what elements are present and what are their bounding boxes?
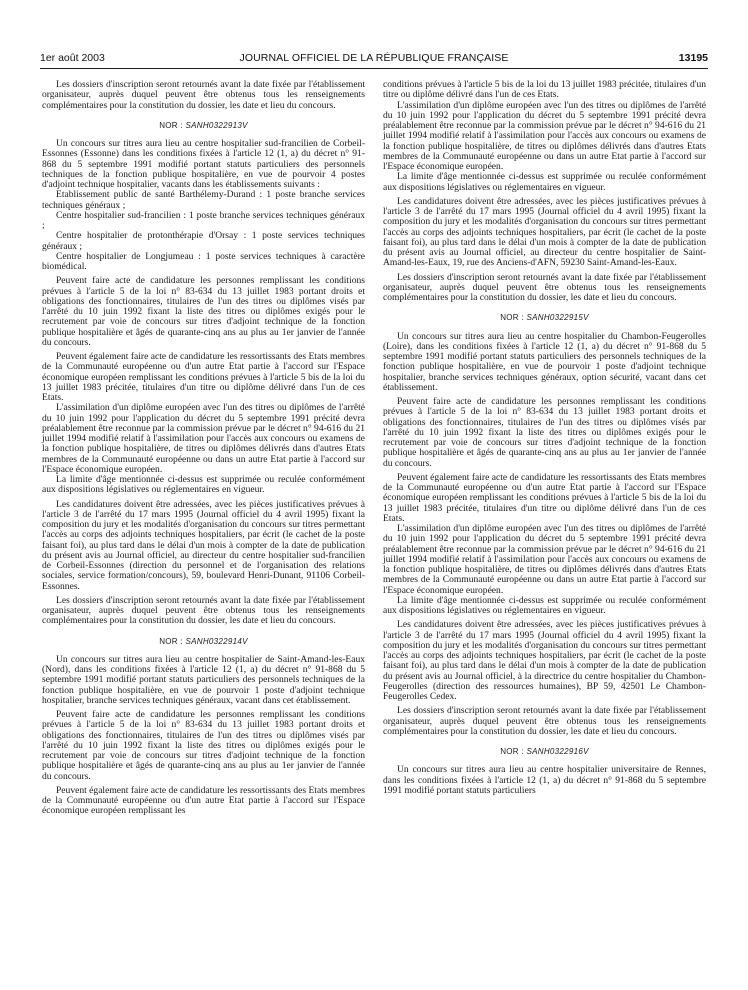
nor-reference	[42, 121, 365, 131]
paragraph: Peuvent également faire acte de candidature les ressortissants des Etats membres de la Communauté européenne ou d'un autre Etat partie à l'accord sur l'Espace économique européen remplissant les conditions prévues à l'article 5 bis de la loi du 13 juillet 1983 précitée, titulaires d'un titre ou diplôme délivré dans l'un de ces Etats.	[383, 471, 706, 524]
nor-label: NOR :	[159, 636, 183, 646]
nor-reference	[42, 637, 365, 647]
paragraph: Centre hospitalier sud-francilien : 1 poste branche services techniques généraux ;	[42, 209, 365, 231]
header-rule	[40, 68, 708, 69]
nor-code: SANH0322914V	[185, 636, 248, 646]
paragraph: Les candidatures doivent être adressées, avec les pièces justificatives prévues à l'article 3 de l'arrêté du 17 mars 1995 (Journal officiel du 4 avril 1995) fixant la composition du jury et les modalités d'organisation du concours sur titres permettant l'accès au corps des adjoints techniques hospitaliers, par écrit (le cachet de la poste faisant foi), au plus tard dans le délai d'un mois à compter de la date de publication du présent avis au Journal officiel, au directeur du centre hospitalier de Saint-Amand-les-Eaux, 19, rue des Anciens-d'AFN, 59230 Saint-Amand-les-Eaux.	[383, 195, 706, 269]
nor-label: NOR :	[500, 313, 524, 323]
paragraph: Peuvent faire acte de candidature les personnes remplissant les conditions prévues à l'article 5 de la loi n° 83-634 du 13 juillet 1983 portant droits et obligations des fonctionnaires, titulaires de l'un des titres ou diplômes visés par l'arrêté du 10 juin 1992 fixant la liste des titres ou diplômes exigés pour le recrutement par voie de concours sur titres d'adjoint technique de la fonction publique hospitalière et âgés de quarante-cinq ans au plus au 1er janvier de l'année du concours.	[42, 709, 365, 782]
issue-date: 1er août 2003	[40, 52, 105, 64]
nor-label: NOR :	[159, 120, 183, 130]
paragraph: La limite d'âge mentionnée ci-dessus est supprimée ou reculée conformément aux dispositions législatives ou réglementaires en vigueur.	[383, 171, 706, 193]
paragraph: Peuvent faire acte de candidature les personnes remplissant les conditions prévues à l'article 5 de la loi n° 83-634 du 13 juillet 1983 portant droits et obligations des fonctionnaires, titulaires de l'un des titres ou diplômes visés par l'arrêté du 10 juin 1992 fixant la liste des titres ou diplômes exigés pour le recrutement par voie de concours sur titres d'adjoint technique de la fonction publique hospitalière et âgés de quarante-cinq ans au plus au 1er janvier de l'année du concours.	[383, 396, 706, 469]
paragraph: Les candidatures doivent être adressées, avec les pièces justificatives prévues à l'article 3 de l'arrêté du 17 mars 1995 (Journal officiel du 4 avril 1995) fixant la composition du jury et les modalités d'organisation du concours sur titres permettant l'accès au corps des adjoints techniques hospitaliers, par écrit (le cachet de la poste faisant foi), au plus tard dans le délai d'un mois à compter de la date de publication du présent avis au Journal officiel, à la directrice du centre hospitalier du Chambon-Feugerolles (direction des ressources humaines), BP 59, 42501 Le Chambon-Feugerolles Cedex.	[383, 619, 706, 702]
nor-reference	[383, 747, 706, 757]
paragraph: L'assimilation d'un diplôme européen avec l'un des titres ou diplômes de l'arrêté du 10 juin 1992 pour l'application du décret du 5 septembre 1991 précité devra préalablement être reconnue par la commission prévue par le décret n° 94-616 du 21 juillet 1994 modifié relatif à l'assimilation pour l'accès aux concours ou examens de la fonction publique hospitalière, de titres ou diplômes délivrés dans d'autres Etats membres de la Communauté européenne ou dans un autre Etat partie à l'accord sur l'Espace économique européen.	[383, 99, 706, 172]
paragraph: Les dossiers d'inscription seront retournés avant la date fixée par l'établissement organisateur, auprès duquel peuvent être obtenus tous les renseignements complémentaires pour la constitution du dossier, les date et lieu du concours.	[383, 705, 706, 737]
left-column	[42, 80, 365, 817]
paragraph: Peuvent faire acte de candidature les personnes remplissant les conditions prévues à l'article 5 de la loi n° 83-634 du 13 juillet 1983 portant droits et obligations des fonctionnaires, titulaires de l'un des titres ou diplômes visés par l'arrêté du 10 juin 1992 fixant la liste des titres ou diplômes exigés pour le recrutement par voie de concours sur titres d'adjoint technique de la fonction publique hospitalière et âgés de quarante-cinq ans au plus au 1er janvier de l'année du concours.	[42, 275, 365, 348]
nor-reference	[383, 313, 706, 323]
journal-title: JOURNAL OFFICIEL DE LA RÉPUBLIQUE FRANÇAISE	[239, 52, 509, 64]
paragraph: La limite d'âge mentionnée ci-dessus est supprimée ou reculée conformément aux dispositions législatives ou réglementaires en vigueur.	[42, 474, 365, 496]
nor-code: SANH0322916V	[526, 747, 589, 756]
nor-code: SANH0322915V	[526, 313, 589, 323]
nor-label: NOR :	[500, 747, 524, 756]
paragraph: Un concours sur titres aura lieu au centre hospitalier universitaire de Rennes, dans les conditions fixées à l'article 12 (1, a) du décret n° 91-868 du 5 septembre 1991 modifié portant statuts particuliers	[383, 764, 706, 796]
right-column	[383, 80, 706, 796]
nor-code: SANH0322913V	[185, 120, 248, 130]
paragraph: Peuvent également faire acte de candidature les ressortissants des Etats membres de la Communauté européenne ou d'un autre Etat partie à l'accord sur l'Espace économique européen remplissant les conditions prévues à l'article 5 bis de la loi du 13 juillet 1983 précitée, titulaires d'un titre ou diplôme délivré dans l'un de ces Etats.	[42, 351, 365, 403]
paragraph: conditions prévues à l'article 5 bis de la loi du 13 juillet 1983 précitée, titulaires d'un titre ou diplôme délivré dans l'un de ces Etats.	[383, 79, 706, 101]
paragraph: L'assimilation d'un diplôme européen avec l'un des titres ou diplômes de l'arrêté du 10 juin 1992 pour l'application du décret du 5 septembre 1991 précité devra préalablement être reconnue par la commission prévue par le décret n° 94-616 du 21 juillet 1994 modifié relatif à l'assimilation pour l'accès aux concours ou examens de la fonction publique hospitalière, de titres ou diplômes délivrés dans d'autres Etats membres de la Communauté européenne ou dans un autre Etat partie à l'accord sur l'Espace économique européen.	[42, 402, 365, 475]
paragraph: Peuvent également faire acte de candidature les ressortissants des Etats membres de la Communauté européenne ou d'un autre Etat partie à l'accord sur l'Espace économique européen remplissant les	[42, 784, 365, 817]
paragraph: Les dossiers d'inscription seront retournés avant la date fixée par l'établissement organisateur, auprès duquel peuvent être obtenus tous les renseignements complémentaires pour la constitution du dossier, les date et lieu du concours.	[42, 79, 365, 111]
paragraph: L'assimilation d'un diplôme européen avec l'un des titres ou diplômes de l'arrêté du 10 juin 1992 pour l'application du décret du 5 septembre 1991 précité devra préalablement être reconnue par la commission prévue par le décret n° 94-616 du 21 juillet 1994 modifié relatif à l'assimilation pour l'accès aux concours ou examens de la fonction publique hospitalière, de titres ou diplômes délivrés dans d'autres Etats membres de la Communauté européenne ou dans un autre Etat partie à l'accord sur l'Espace économique européen.	[383, 523, 706, 596]
page-header	[40, 52, 708, 68]
paragraph: Centre hospitalier de Longjumeau : 1 poste services techniques à caractère biomédical.	[42, 250, 365, 272]
paragraph: Un concours sur titres aura lieu au centre hospitalier du Chambon-Feugerolles (Loire), dans les conditions fixées à l'article 12 (1, a) du décret n° 91-868 du 5 septembre 1991 modifié portant statuts particuliers des personnels techniques de la fonction publique hospitalière, en vue de pourvoir 1 poste d'adjoint technique hospitalier, branche services techniques généraux, option sécurité, vacant dans cet établissement.	[383, 330, 706, 393]
paragraph: Centre hospitalier de protonthérapie d'Orsay : 1 poste services techniques généraux ;	[42, 230, 365, 252]
page-number: 13195	[678, 52, 708, 64]
paragraph: Etablissement public de santé Barthélemy-Durand : 1 poste branche services techniques généraux ;	[42, 189, 365, 211]
paragraph: Les dossiers d'inscription seront retournés avant la date fixée par l'établissement organisateur, auprès duquel peuvent être obtenus tous les renseignements complémentaires pour la constitution du dossier, les date et lieu du concours.	[42, 594, 365, 627]
paragraph: Les candidatures doivent être adressées, avec les pièces justificatives prévues à l'article 3 de l'arrêté du 17 mars 1995 (Journal officiel du 4 avril 1995) fixant la composition du jury et les modalités d'organisation du concours sur titres permettant l'accès au corps des adjoints techniques hospitaliers, par écrit (le cachet de la poste faisant foi), au plus tard dans le délai d'un mois à compter de la date de publication du présent avis au Journal officiel, au directeur du centre hospitalier sud-francilien de Corbeil-Essonnes (direction du personnel et de l'organisation des relations sociales, service formation/concours), 59, boulevard Henri-Dunant, 91106 Corbeil-Essonnes.	[42, 498, 365, 592]
paragraph: La limite d'âge mentionnée ci-dessus est supprimée ou reculée conformément aux dispositions législatives ou réglementaires en vigueur.	[383, 594, 706, 616]
paragraph: Un concours sur titres aura lieu au centre hospitalier de Saint-Amand-les-Eaux (Nord), dans les conditions fixées à l'article 12 (1, a) du décret n° 91-868 du 5 septembre 1991 modifié portant statuts particuliers des personnels techniques de la fonction publique hospitalière, en vue de pourvoir 1 poste d'adjoint technique hospitalier, branche services techniques généraux, vacant dans cet établissement.	[42, 653, 365, 706]
paragraph: Un concours sur titres aura lieu au centre hospitalier sud-francilien de Corbeil-Essonnes (Essonne) dans les conditions fixées à l'article 12 (1, a) du décret n° 91-868 du 5 septembre 1991 modifié portant statuts particuliers des personnels techniques de la fonction publique hospitalière, en vue de pourvoir 4 postes d'adjoint technique hospitalier, vacants dans les établissements suivants :	[42, 138, 365, 190]
paragraph: Les dossiers d'inscription seront retournés avant la date fixée par l'établissement organisateur, auprès duquel peuvent être obtenus tous les renseignements complémentaires pour la constitution du dossier, les date et lieu du concours.	[383, 271, 706, 303]
